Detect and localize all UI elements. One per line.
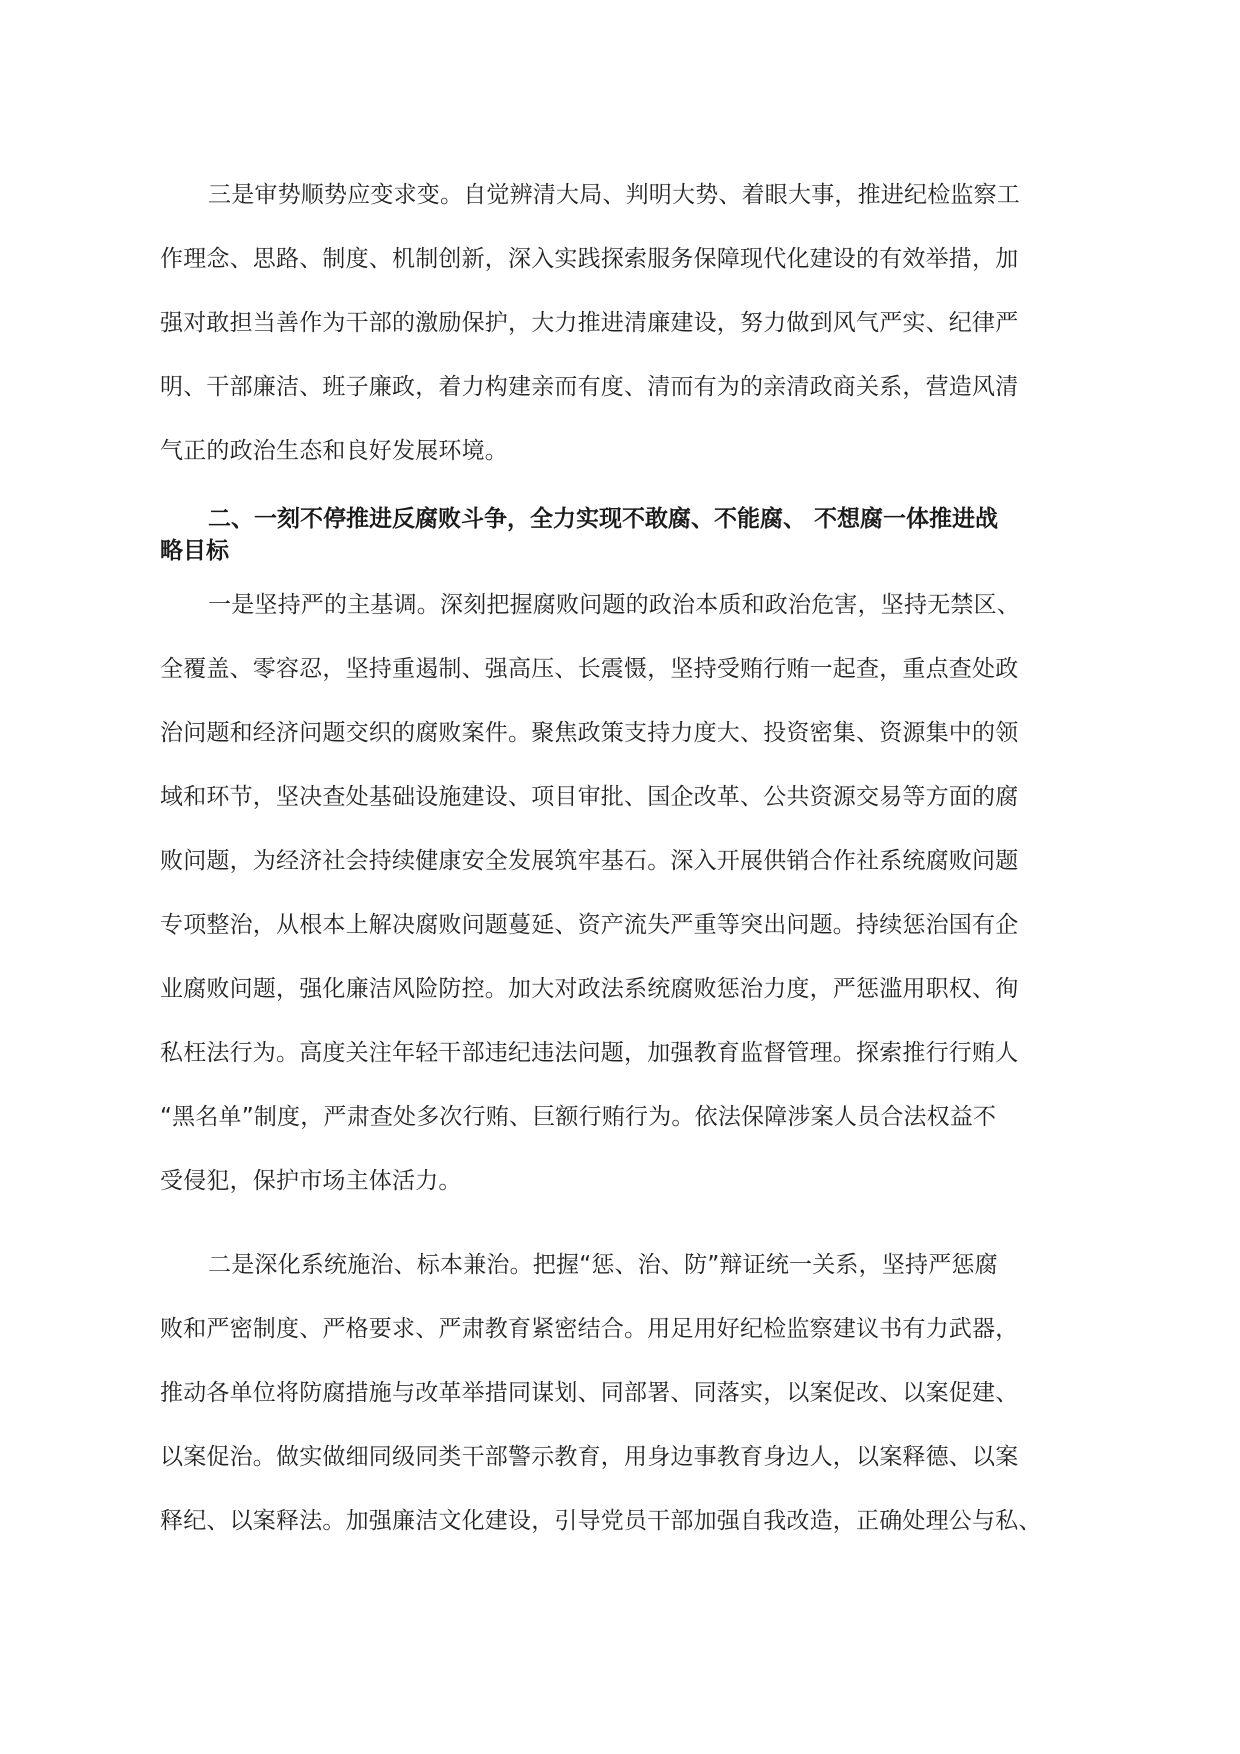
text-line: 业腐败问题，强化廉洁风险防控。加大对政法系统腐败惩治力度，严惩滥用职权、徇 bbox=[160, 976, 1019, 1002]
text-line: 败和严密制度、严格要求、严肃教育紧密结合。用足用好纪检监察建议书有力武器， bbox=[160, 1316, 1019, 1342]
text-line: 二是深化系统施治、标本兼治。把握“惩、治、防”辩证统一关系，坚持严惩腐 bbox=[208, 1252, 998, 1278]
text-line: “黑名单”制度，严肃查处多次行贿、巨额行贿行为。依法保障涉案人员合法权益不 bbox=[160, 1104, 997, 1130]
text-line: 推动各单位将防腐措施与改革举措同谋划、同部署、同落实，以案促改、以案促建、 bbox=[160, 1380, 1019, 1406]
heading-line: 二、一刻不停推进反腐败斗争，全力实现不敢腐、不能腐、 不想腐一体推进战 bbox=[208, 506, 999, 532]
text-line: 全覆盖、零容忍，坚持重遏制、强高压、长震慑，坚持受贿行贿一起查，重点查处政 bbox=[160, 656, 1019, 682]
paragraph-2 bbox=[160, 573, 1090, 1213]
text-line: 败问题，为经济社会持续健康安全发展筑牢基石。深入开展供销合作社系统腐败问题 bbox=[160, 848, 1019, 874]
text-line: 释纪、以案释法。加强廉洁文化建设，引导党员干部加强自我改造，正确处理公与私、 bbox=[160, 1508, 1042, 1534]
text-line: 作理念、思路、制度、机制创新，深入实践探索服务保障现代化建设的有效举措，加 bbox=[160, 246, 1019, 272]
paragraph-1 bbox=[160, 163, 1090, 483]
text-line: 明、干部廉洁、班子廉政，着力构建亲而有度、清而有为的亲清政商关系，营造风清 bbox=[160, 374, 1019, 400]
section-heading bbox=[160, 503, 1090, 567]
text-line: 专项整治，从根本上解决腐败问题蔓延、资产流失严重等突出问题。持续惩治国有企 bbox=[160, 912, 1019, 938]
text-line: 气正的政治生态和良好发展环境。 bbox=[160, 438, 508, 464]
text-line: 三是审势顺势应变求变。自觉辨清大局、判明大势、着眼大事，推进纪检监察工 bbox=[208, 182, 1020, 208]
text-line: 治问题和经济问题交织的腐败案件。聚焦政策支持力度大、投资密集、资源集中的领 bbox=[160, 720, 1019, 746]
text-line: 以案促治。做实做细同级同类干部警示教育，用身边事教育身边人，以案释德、以案 bbox=[160, 1444, 1019, 1470]
text-line: 私枉法行为。高度关注年轻干部违纪违法问题，加强教育监督管理。探索推行行贿人 bbox=[160, 1040, 1019, 1066]
text-line: 强对敢担当善作为干部的激励保护，大力推进清廉建设，努力做到风气严实、纪律严 bbox=[160, 310, 1019, 336]
text-line: 域和环节，坚决查处基础设施建设、项目审批、国企改革、公共资源交易等方面的腐 bbox=[160, 784, 1019, 810]
text-line: 受侵犯，保护市场主体活力。 bbox=[160, 1168, 462, 1194]
text-line: 一是坚持严的主基调。深刻把握腐败问题的政治本质和政治危害，坚持无禁区、 bbox=[208, 592, 1020, 618]
paragraph-3 bbox=[160, 1233, 1090, 1553]
heading-line: 略目标 bbox=[160, 538, 229, 564]
